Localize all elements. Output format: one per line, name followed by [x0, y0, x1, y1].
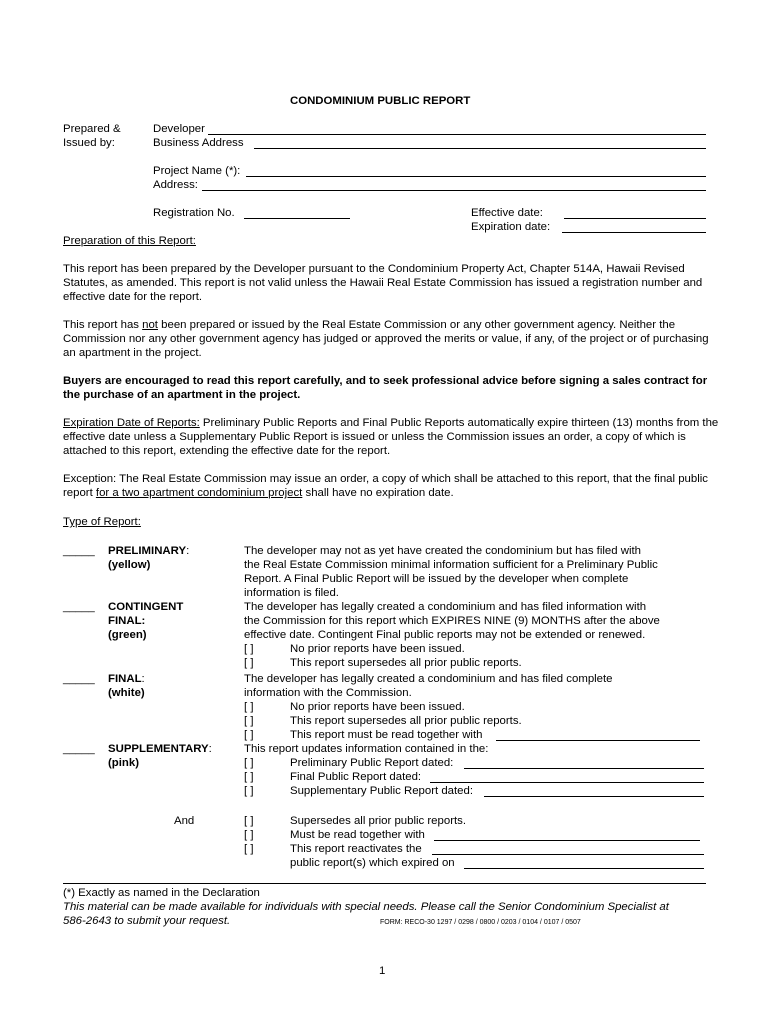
checkbox[interactable]: [ ]: [244, 729, 254, 741]
checkbox[interactable]: [ ]: [244, 701, 254, 713]
supplementary-desc: This report updates information contained in the:: [244, 743, 489, 755]
final-desc-2: information with the Commission.: [244, 687, 412, 699]
checkbox[interactable]: [ ]: [244, 829, 254, 841]
paragraph-buyers-warning: Buyers are encouraged to read this report carefully, and to seek professional advice before signing a sales contract for the purchase of an apartment in the project.: [63, 375, 708, 402]
checkbox[interactable]: [ ]: [244, 785, 254, 797]
final-color: (white): [108, 687, 145, 699]
expiration-date-field[interactable]: [562, 232, 706, 233]
project-name-label: Project Name (*):: [153, 165, 241, 177]
contingent-desc-3: effective date. Contingent Final public reports may not be extended or renewed.: [244, 629, 646, 641]
checkbox[interactable]: [ ]: [244, 843, 254, 855]
checkbox[interactable]: [ ]: [244, 657, 254, 669]
contingent-color: (green): [108, 629, 147, 641]
final-desc-1: The developer has legally created a condominium and has filed complete: [244, 673, 613, 685]
special-needs-line-2: 586-2643 to submit your request.: [63, 915, 231, 927]
option-label: Preliminary Public Report dated:: [290, 757, 454, 769]
contingent-desc-1: The developer has legally created a condominium and has filed information with: [244, 601, 647, 613]
effective-date-field[interactable]: [564, 218, 706, 219]
developer-label: Developer: [153, 123, 205, 135]
paragraph-not-prepared: This report has not been prepared or issued by the Real Estate Commission or any other government agency. Neither the Commission nor any other government agency has judged or approved the merits or value, if any, of the project or of purchasing an apartment in the project.: [63, 319, 709, 360]
option-label: public report(s) which expired on: [290, 857, 455, 869]
preliminary-desc-1: The developer may not as yet have created the condominium but has filed with: [244, 545, 641, 557]
expiration-date-label: Expiration date:: [471, 221, 551, 233]
preliminary-color: (yellow): [108, 559, 151, 571]
prepared-label-1: Prepared &: [63, 123, 121, 135]
preliminary-desc-3: Report. A Final Public Report will be issued by the developer when complete: [244, 573, 629, 585]
page-number: 1: [379, 965, 386, 977]
option-label: Must be read together with: [290, 829, 425, 841]
page-title: CONDOMINIUM PUBLIC REPORT: [290, 95, 471, 107]
preliminary-desc-4: information is filed.: [244, 587, 339, 599]
registration-label: Registration No.: [153, 207, 235, 219]
registration-field[interactable]: [244, 218, 350, 219]
paragraph-exception: Exception: The Real Estate Commission may issue an order, a copy of which shall be attached to this report, that the final public report for a two apartment condominium project shall have no expiration date.: [63, 473, 708, 500]
checkbox[interactable]: [ ]: [244, 815, 254, 827]
paragraph-prepared: This report has been prepared by the Developer pursuant to the Condominium Property Act, Chapter 514A, Hawaii Revised Statutes, as amended. This report is not valid unless the Hawaii Real Estate Commission has issued a registration number and effective date for the report.: [63, 263, 703, 304]
preparation-heading: Preparation of this Report:: [63, 235, 196, 247]
developer-field[interactable]: [208, 134, 706, 135]
contingent-blank[interactable]: _____: [63, 601, 95, 613]
prepared-label-2: Issued by:: [63, 137, 115, 149]
supplementary-blank[interactable]: _____: [63, 743, 95, 755]
checkbox[interactable]: [ ]: [244, 715, 254, 727]
form-number: FORM: RECO-30 1297 / 0298 / 0800 / 0203 / 0104 / 0107 / 0507: [380, 919, 581, 926]
read-together-field[interactable]: [496, 740, 700, 741]
special-needs-line-1: This material can be made available for individuals with special needs. Please call the Senior Condominium Specialist at: [63, 901, 669, 913]
footer-note: (*) Exactly as named in the Declaration: [63, 887, 260, 899]
option-label: This report supersedes all prior public reports.: [290, 715, 522, 727]
paragraph-expiration: Expiration Date of Reports: Preliminary Public Reports and Final Public Reports automatically expire thirteen (13) months from the effective date unless a Supplementary Public Report is issued or unless the Commission issues an order, a copy of which is attached to this report, extending the effective date for the report.: [63, 417, 719, 458]
final-blank[interactable]: _____: [63, 673, 95, 685]
option-label: No prior reports have been issued.: [290, 643, 465, 655]
contingent-desc-2: the Commission for this report which EXPIRES NINE (9) MONTHS after the above: [244, 615, 660, 627]
option-label: This report reactivates the: [290, 843, 422, 855]
option-label: No prior reports have been issued.: [290, 701, 465, 713]
final-dated-field[interactable]: [430, 782, 704, 783]
supplementary-color: (pink): [108, 757, 140, 769]
address-label: Address:: [153, 179, 198, 191]
option-label: Supersedes all prior public reports.: [290, 815, 467, 827]
preliminary-label: PRELIMINARY:: [108, 545, 190, 557]
checkbox[interactable]: [ ]: [244, 643, 254, 655]
option-label: Supplementary Public Report dated:: [290, 785, 473, 797]
preliminary-desc-2: the Real Estate Commission minimal information sufficient for a Preliminary Public: [244, 559, 658, 571]
address-field[interactable]: [202, 190, 706, 191]
checkbox[interactable]: [ ]: [244, 757, 254, 769]
business-address-field[interactable]: [254, 148, 706, 149]
must-be-read-field[interactable]: [434, 840, 700, 841]
final-label: FINAL:: [108, 673, 145, 685]
supp-dated-field[interactable]: [484, 796, 704, 797]
prelim-dated-field[interactable]: [464, 768, 704, 769]
option-label: This report must be read together with: [290, 729, 483, 741]
supplementary-label: SUPPLEMENTARY:: [108, 743, 212, 755]
project-name-field[interactable]: [246, 176, 706, 177]
option-label: Final Public Report dated:: [290, 771, 422, 783]
expired-on-field[interactable]: [464, 868, 704, 869]
footer-divider: [63, 883, 706, 884]
preliminary-blank[interactable]: _____: [63, 545, 95, 557]
reactivates-field[interactable]: [432, 854, 704, 855]
effective-date-label: Effective date:: [471, 207, 543, 219]
option-label: This report supersedes all prior public reports.: [290, 657, 522, 669]
contingent-label-1: CONTINGENT: [108, 601, 184, 613]
business-address-label: Business Address: [153, 137, 244, 149]
contingent-label-2: FINAL:: [108, 615, 146, 627]
and-label: And: [174, 815, 195, 827]
checkbox[interactable]: [ ]: [244, 771, 254, 783]
type-heading: Type of Report:: [63, 516, 141, 528]
